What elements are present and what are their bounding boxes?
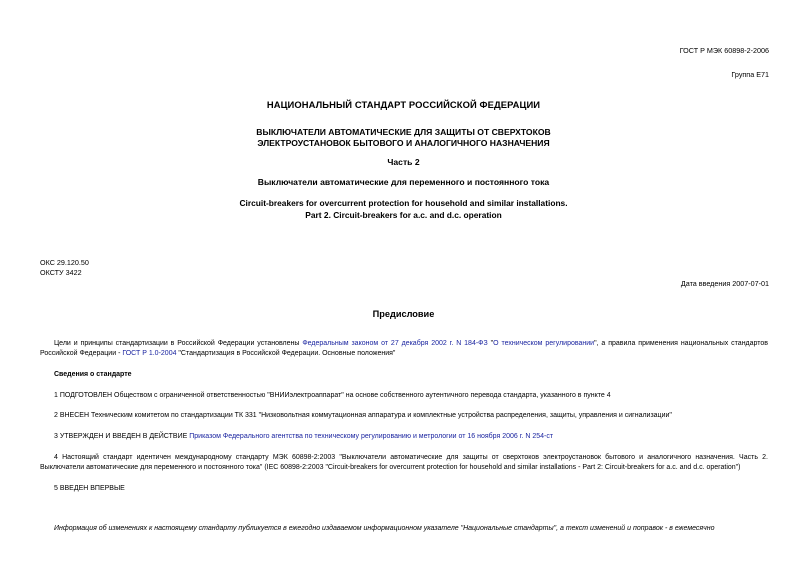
english-title-line2: Part 2. Circuit-breakers for a.c. and d.c. operation <box>305 210 502 220</box>
paragraph-text: ", а правила применения национальных стандартов Российской Федерации - <box>40 340 769 357</box>
federal-law-link[interactable]: Федеральным законом от 27 декабря 2002 г. N 184-ФЗ <box>302 340 488 347</box>
changes-info-paragraph: Информация об изменениях к настоящему стандарту публикуется в ежегодно издаваемом информационном указателе "Национальные стандарты", а текст изменений и поправок - в ежемесячно <box>54 525 715 532</box>
group-label: Группа Е71 <box>731 70 769 79</box>
paragraph-text: " <box>487 340 494 347</box>
gost-r-1-0-link[interactable]: ГОСТ Р 1.0-2004 <box>122 350 177 357</box>
order-link[interactable]: Приказом Федерального агентства по техническому регулированию и метрологии от 16 ноября 2006 г. N 254-ст <box>189 433 554 440</box>
document-subtitle: Выключатели автоматические для переменного и постоянного тока <box>257 177 550 187</box>
tech-regulation-link[interactable]: О техническом регулировании <box>493 340 595 347</box>
okstu-code: ОКСТУ 3422 <box>40 268 82 277</box>
introduction-date: Дата введения 2007-07-01 <box>680 279 769 288</box>
national-standard-title: НАЦИОНАЛЬНЫЙ СТАНДАРТ РОССИЙСКОЙ ФЕДЕРАЦИИ <box>266 99 541 110</box>
paragraph-text: "Стандартизация в Российской Федерации. Основные положения" <box>176 350 396 357</box>
paragraph-text: Цели и принципы стандартизации в Российской Федерации установлены <box>54 340 303 347</box>
standard-info-heading: Сведения о стандарте <box>54 371 132 378</box>
document-title-line2: ЭЛЕКТРОУСТАНОВОК БЫТОВОГО И АНАЛОГИЧНОГО НАЗНАЧЕНИЯ <box>257 138 550 148</box>
info-item-2: 2 ВНЕСЕН Техническим комитетом по стандартизации ТК 331 "Низковольтная коммутационная аппаратура и комплектные устройства распределения, защиты, управления и сигнализации" <box>54 412 672 419</box>
foreword-heading: Предисловие <box>372 309 435 319</box>
item-text: 3 УТВЕРЖДЕН И ВВЕДЕН В ДЕЙСТВИЕ <box>54 433 190 440</box>
english-title-line1: Circuit-breakers for overcurrent protection for household and similar installations. <box>239 198 568 208</box>
oks-code: ОКС 29.120.50 <box>40 258 89 267</box>
info-item-4: 4 Настоящий стандарт идентичен международному стандарту МЭК 60898-2:2003 "Выключатели автоматические для защиты от сверхтоков электроустановок бытового и аналогичного назначения. Часть 2. Выключатели автоматические для переменного и постоянного тока" (IEC 60898-2:2003 "Circuit-breakers for overcurrent protection for household and similar installations - Part 2: Circuit-breakers for a.c. and d.c. operation") <box>40 454 768 471</box>
info-item-5: 5 ВВЕДЕН ВПЕРВЫЕ <box>54 485 125 492</box>
info-item-3 <box>54 432 768 442</box>
document-title-line1: ВЫКЛЮЧАТЕЛИ АВТОМАТИЧЕСКИЕ ДЛЯ ЗАЩИТЫ ОТ СВЕРХТОКОВ <box>256 127 551 137</box>
foreword-paragraph <box>40 339 768 359</box>
part-label: Часть 2 <box>387 157 420 167</box>
standard-code: ГОСТ Р МЭК 60898-2-2006 <box>679 46 769 55</box>
info-item-1: 1 ПОДГОТОВЛЕН Обществом с ограниченной ответственностью "ВНИИэлектроаппарат" на основе собственного аутентичного перевода стандарта, указанного в пункте 4 <box>54 392 611 399</box>
